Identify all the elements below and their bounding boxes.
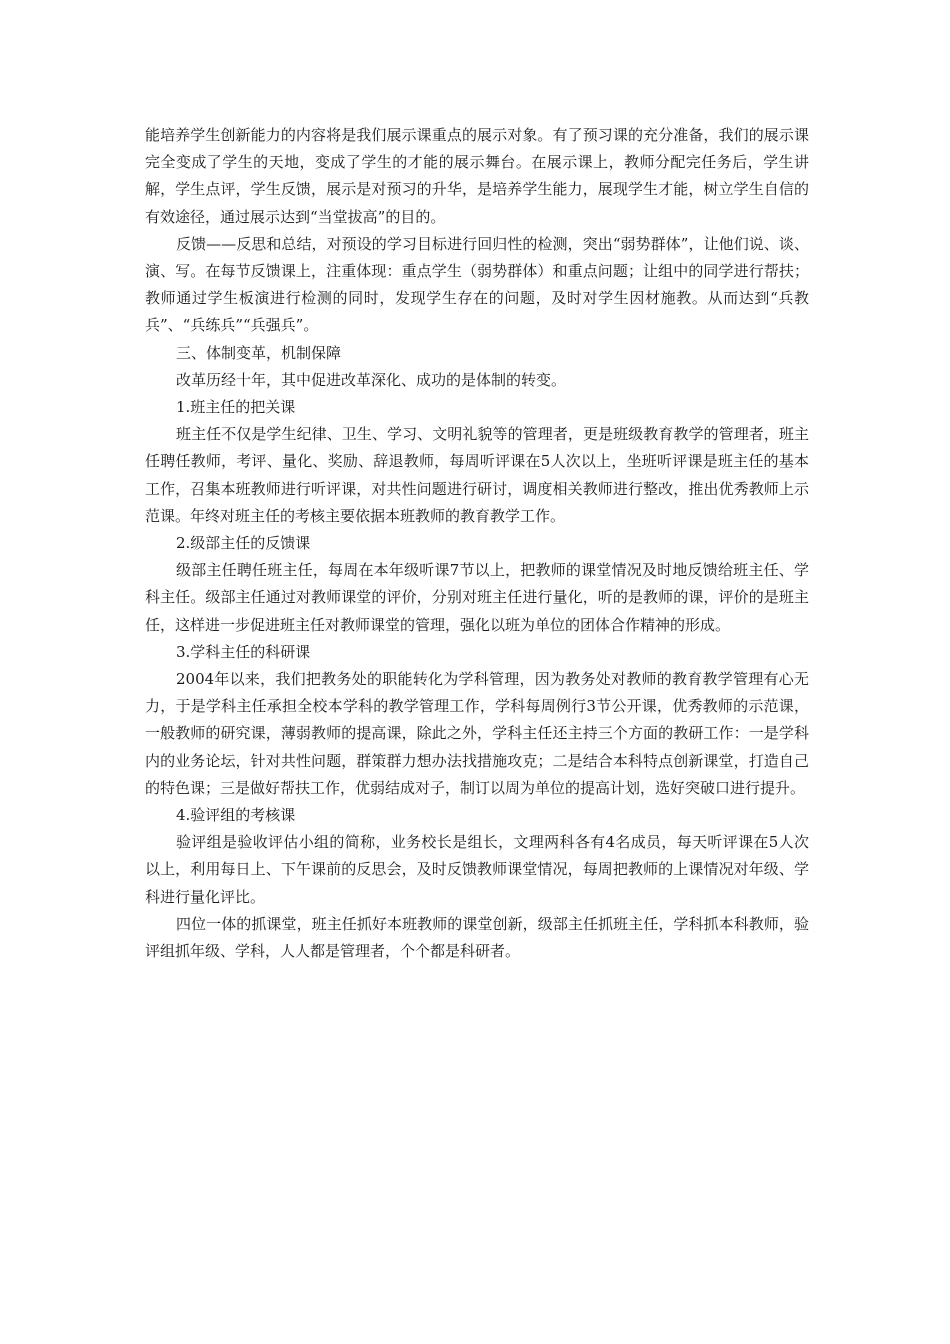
subheading-2: 2.级部主任的反馈课 — [176, 534, 311, 553]
paragraph-subject-director: 2004年以来，我们把教务处的职能转化为学科管理，因为教务处对教师的教育教学管理有心无力，于是学科主任承担全校本学科的教学管理工作，学科每周例行3节公开课，优秀教师的示范课，一般教师的研究课，薄弱教师的提高课，除此之外，学科主任还主持三个方面的教研工作：一是学科内的业务论坛，针对共性问题，群策群力想办法找措施攻克；二是结合本科特点创新课堂，打造自己的特色课；三是做好帮扶工作，优弱结成对子，制订以周为单位的提高计划，选好突破口进行提升。 — [145, 670, 809, 797]
paragraph-continuation: 能培养学生创新能力的内容将是我们展示课重点的展示对象。有了预习课的充分准备，我们的展示课完全变成了学生的天地，变成了学生的才能的展示舞台。在展示课上，教师分配完任务后，学生讲解，学生点评，学生反馈，展示是对预习的升华，是培养学生能力，展现学生才能，树立学生自信的有效途径，通过展示达到“当堂拔高”的目的。 — [145, 126, 809, 226]
paragraph-grade-director: 级部主任聘任班主任，每周在本年级听课7节以上，把教师的课堂情况及时地反馈给班主任、学科主任。级部主任通过对教师课堂的评价，分别对班主任进行量化，听的是教师的课，评价的是班主任，这样进一步促进班主任对教师课堂的管理，强化以班为单位的团体合作精神的形成。 — [145, 561, 809, 634]
paragraph-feedback: 反馈——反思和总结，对预设的学习目标进行回归性的检测，突出“弱势群体”，让他们说、谈、演、写。在每节反馈课上，注重体现：重点学生（弱势群体）和重点问题；让组中的同学进行帮扶；教师通过学生板演进行检测的同时，发现学生存在的问题，及时对学生因材施教。从而达到“兵教兵”、“兵练兵”“兵强兵”。 — [145, 234, 809, 335]
subheading-1: 1.班主任的把关课 — [176, 398, 296, 417]
paragraph-reform-intro: 改革历经十年，其中促进改革深化、成功的是体制的转变。 — [176, 370, 567, 389]
subheading-4: 4.验评组的考核课 — [176, 806, 296, 825]
paragraph-class-teacher: 班主任不仅是学生纪律、卫生、学习、文明礼貌等的管理者，更是班级教育教学的管理者，班主任聘任教师，考评、量化、奖励、辞退教师，每周听评课在5人次以上，坐班听评课是班主任的基本工作，召集本班教师进行听评课，对共性问题进行研讨，调度相关教师进行整改，推出优秀教师上示范课。年终对班主任的考核主要依据本班教师的教育教学工作。 — [145, 425, 809, 525]
section-heading-3: 三、体制变革，机制保障 — [176, 343, 342, 362]
paragraph-evaluation-group: 验评组是验收评估小组的简称，业务校长是组长，文理两科各有4名成员，每天听评课在5人次以上，利用每日上、下午课前的反思会，及时反馈教师课堂情况，每周把教师的上课情况对年级、学科进行量化评比。 — [145, 833, 809, 906]
document-body — [145, 122, 809, 965]
paragraph-conclusion: 四位一体的抓课堂，班主任抓好本班教师的课堂创新，级部主任抓班主任，学科抓本科教师，验评组抓年级、学科，人人都是管理者，个个都是科研者。 — [145, 914, 809, 961]
subheading-3: 3.学科主任的科研课 — [176, 642, 311, 661]
